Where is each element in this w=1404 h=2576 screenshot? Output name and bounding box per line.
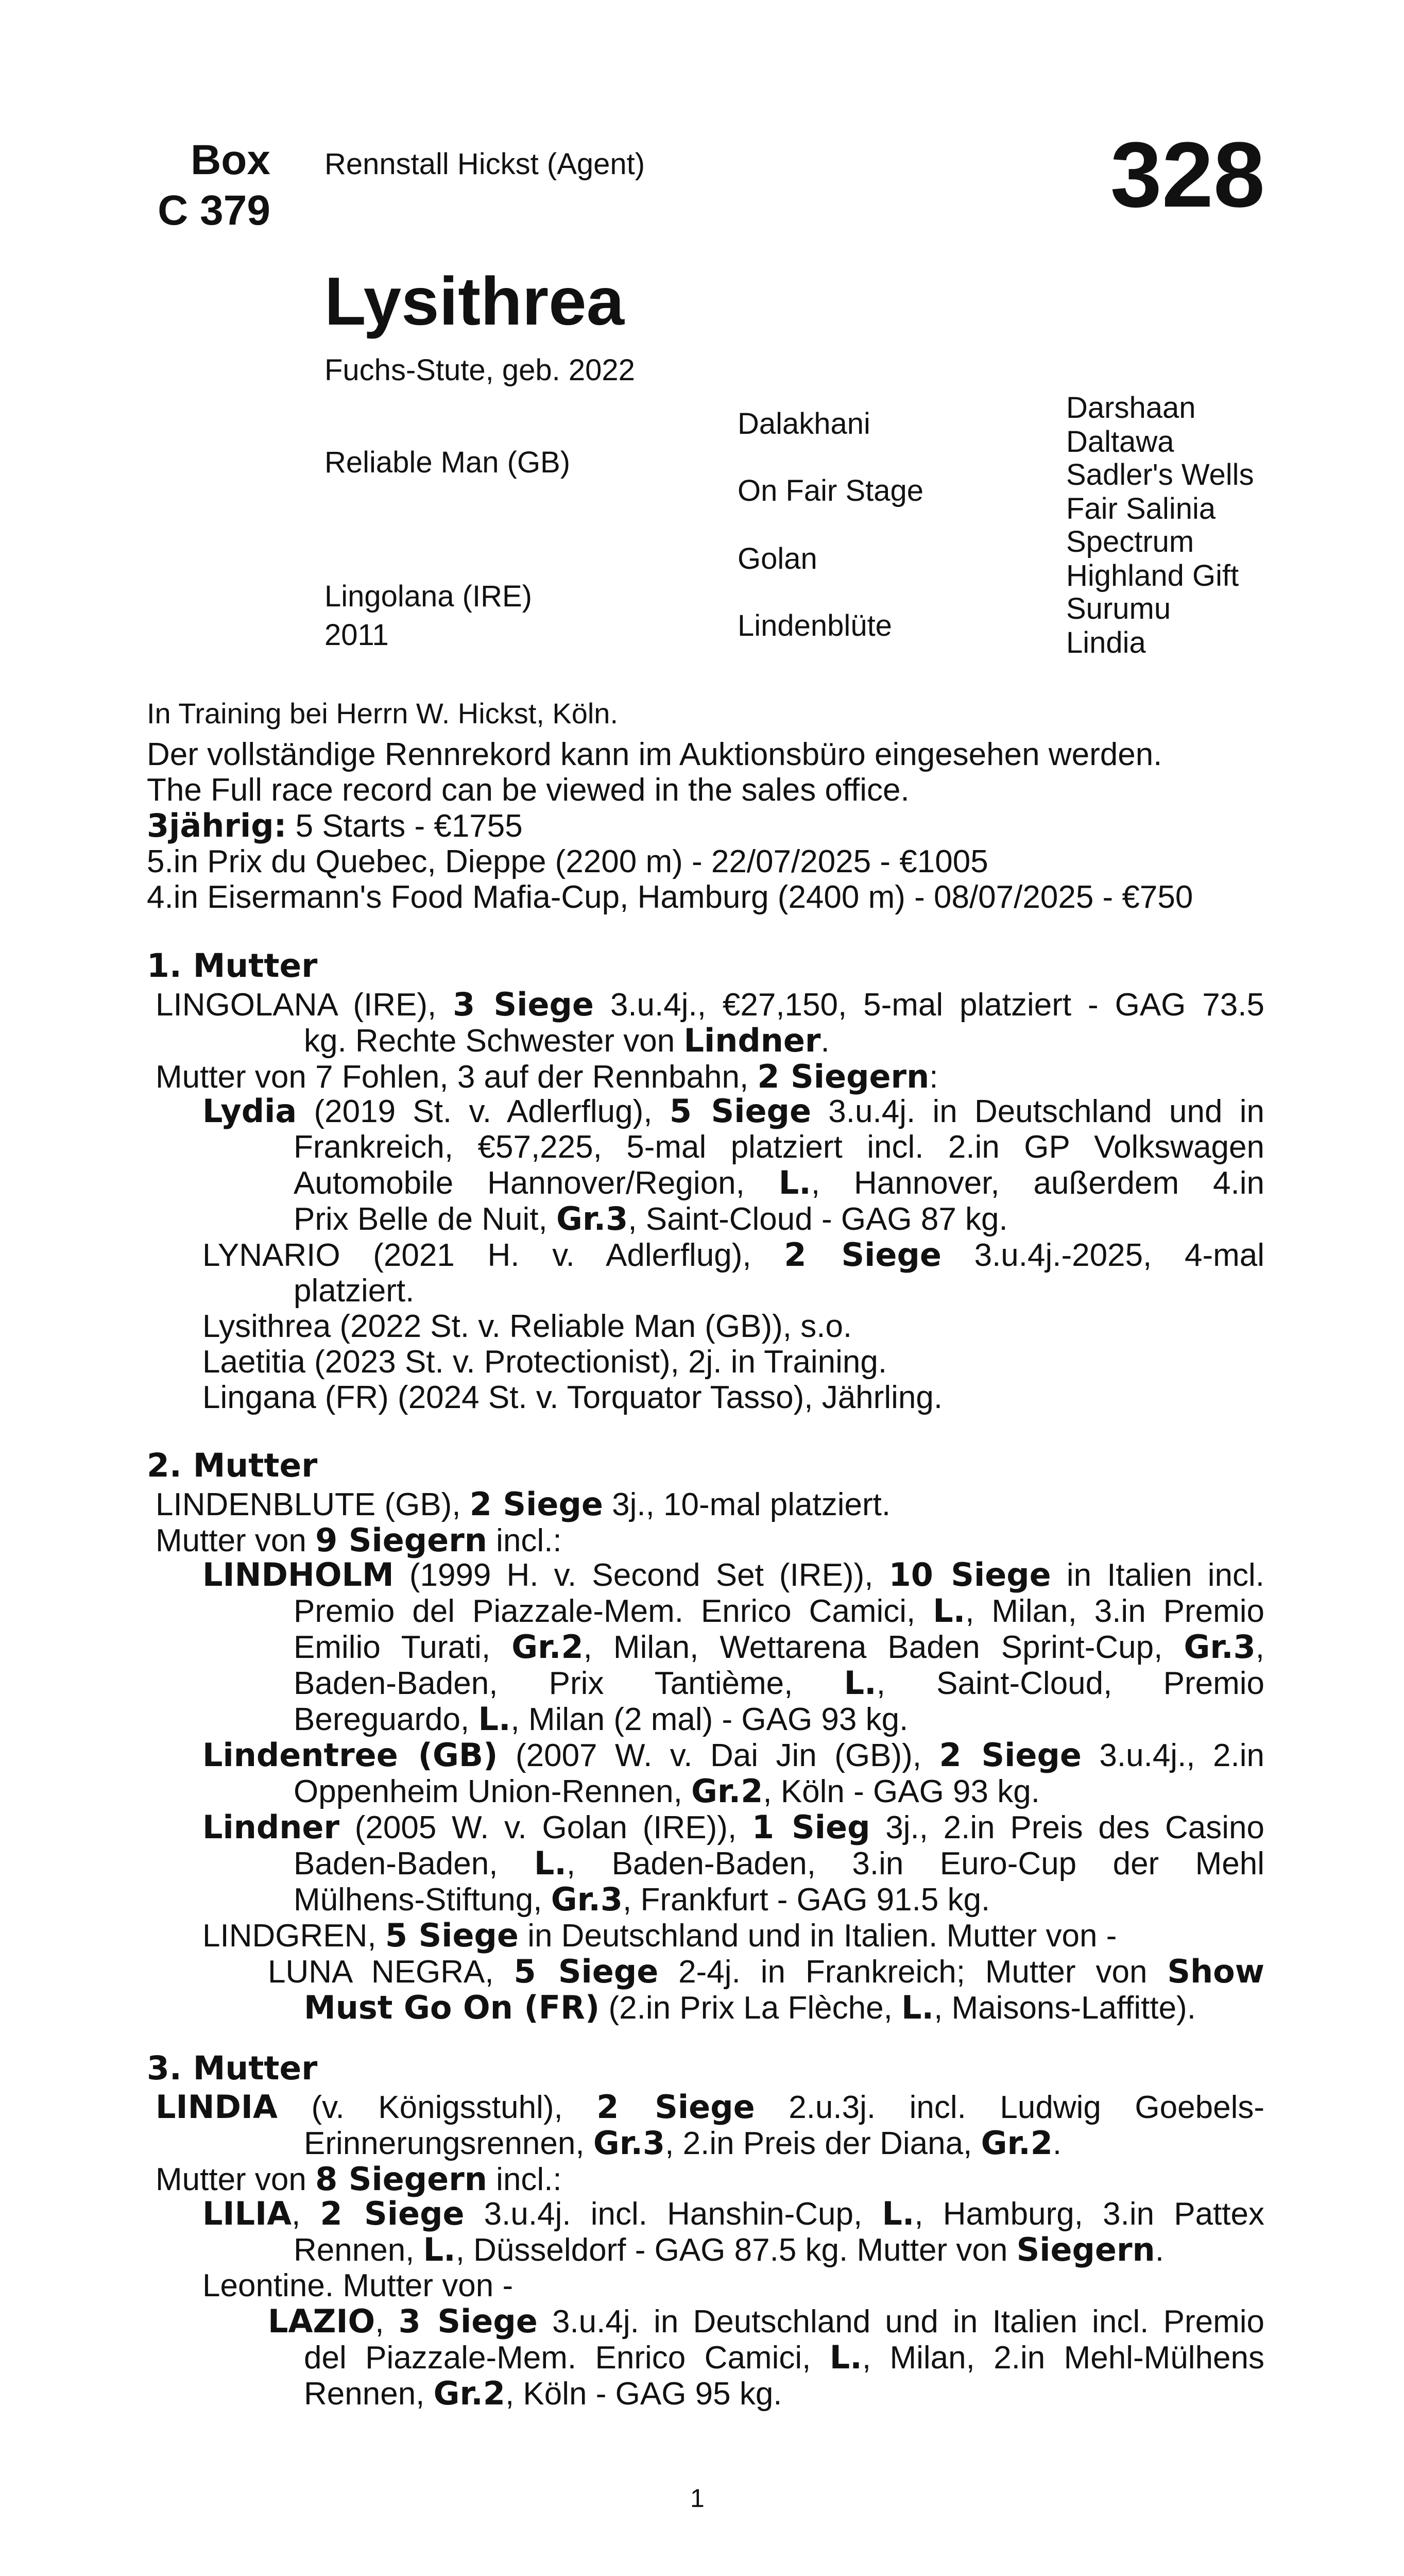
record-note-en: The Full race record can be viewed in the sales office. — [147, 772, 910, 808]
pedigree-gen2-3: Golan — [738, 542, 817, 575]
produce-item: Lingana (FR) (2024 St. v. Torquator Tasso), Jährling. — [202, 1380, 943, 1415]
produce-leontine: Leontine. Mutter von - — [202, 2268, 513, 2303]
pedigree-gen2-2: On Fair Stage — [738, 474, 924, 507]
consignor: Rennstall Hickst (Agent) — [324, 147, 645, 181]
produce-lilia: LILIA, 2 Siege 3.u.4j. incl. Hanshin-Cup, L., Hamburg, 3.in Pattex — [202, 2195, 1264, 2232]
trainer-note: In Training bei Herrn W. Hickst, Köln. — [147, 697, 619, 730]
pedigree-gen3-6: Highland Gift — [1066, 559, 1239, 592]
page-number: 1 — [690, 2484, 705, 2513]
produce-lazio: LAZIO, 3 Siege 3.u.4j. in Deutschland und in Italien incl. Premio — [268, 2302, 1264, 2340]
box-number — [147, 135, 270, 236]
produce-item: Laetitia (2023 St. v. Protectionist), 2j. in Training. — [202, 1344, 887, 1380]
produce-lindentree: Lindentree (GB) (2007 W. v. Dai Jin (GB)), 2 Siege 3.u.4j., 2.in — [202, 1736, 1264, 1774]
record-note-de: Der vollständige Rennrekord kann im Auktionsbüro eingesehen werden. — [147, 737, 1162, 772]
starts: 5 Starts - €1755 — [295, 808, 523, 844]
dam3-heading: 3. Mutter — [147, 2049, 318, 2087]
pedigree-gen3-4: Fair Salinia — [1066, 492, 1216, 526]
pedigree-gen3-8: Lindia — [1066, 626, 1146, 659]
lot-number: 328 — [1110, 123, 1265, 227]
pedigree-gen3-2: Daltawa — [1066, 425, 1174, 459]
race-record — [147, 737, 1264, 915]
produce-lindholm: LINDHOLM (1999 H. v. Second Set (IRE)), 10 Siege in Italien incl. — [202, 1556, 1265, 1594]
produce-item: Lysithrea (2022 St. v. Reliable Man (GB)), s.o. — [202, 1309, 852, 1344]
horse-name: Lysithrea — [324, 263, 625, 339]
pedigree-gen3-7: Surumu — [1066, 592, 1171, 625]
pedigree-dam: Lingolana (IRE) — [324, 580, 532, 613]
dam1-entry: LINGOLANA (IRE), 3 Siege 3.u.4j., €27,150, 5-mal platziert - GAG 73.5 kg. Rechte Schwester von Lindner. Mutter von 7 Fohlen, 3 auf der Rennbahn, 2 Siegern: — [156, 986, 1264, 1095]
pedigree-gen3-3: Sadler's Wells — [1066, 458, 1254, 492]
produce-lindner: Lindner (2005 W. v. Golan (IRE)), 1 Sieg 3j., 2.in Preis des Casino — [202, 1808, 1265, 1846]
produce-lydia: Lydia (2019 St. v. Adlerflug), 5 Siege 3.u.4j. in Deutschland und in — [202, 1092, 1264, 1130]
produce-lindgren: LINDGREN, 5 Siege in Deutschland und in Italien. Mutter von - — [202, 1917, 1117, 1954]
pedigree-gen2-1: Dalakhani — [738, 407, 870, 440]
dam2-heading: 2. Mutter — [147, 1447, 318, 1484]
dam1-produce: Lydia (2019 St. v. Adlerflug), 5 Siege 3.u.4j. in Deutschland und in Frankreich, €57,225, 5-mal platziert incl. 2.in GP Volkswagen Automobile Hannover/Region, L., Hannover, außerdem 4.in Prix Belle de Nuit, Gr.3, Saint-Cloud - GAG 87 kg. LYNARIO (2021 H. v. Adlerflug), 2 Siege 3.u.4j.-2025, 4-mal platziert. Lysithrea (2022 St. v. Reliable Man (GB)), s.o. Laetitia (2023 St. v. Protectionist), 2j. in Training. Lingana (FR) (2024 St. v. Torquator Tasso), Jährling. — [202, 1092, 1264, 1415]
pedigree-gen3-5: Spectrum — [1066, 525, 1194, 558]
pedigree-dam-year: 2011 — [324, 618, 389, 652]
produce-lynario: LYNARIO (2021 H. v. Adlerflug), 2 Siege 3.u.4j.-2025, 4-mal — [202, 1236, 1264, 1274]
dam3-entry: LINDIA (v. Königsstuhl), 2 Siege 2.u.3j. incl. Ludwig Goebels- Erinnerungsrennen, Gr.3, 2.in Preis der Diana, Gr.2. Mutter von 8 Siegern incl.: — [156, 2088, 1264, 2198]
dam2-entry: LINDENBLUTE (GB), 2 Siege 3j., 10-mal platziert. Mutter von 9 Siegern incl.: — [156, 1485, 891, 1559]
box-value: C 379 — [158, 187, 270, 234]
starts-line — [147, 808, 1264, 844]
dam1-heading: 1. Mutter — [147, 947, 318, 985]
race-result: 5.in Prix du Quebec, Dieppe (2200 m) - 22/07/2025 - €1005 — [147, 844, 988, 879]
horse-description: Fuchs-Stute, geb. 2022 — [324, 353, 635, 387]
dam3-produce: LILIA, 2 Siege 3.u.4j. incl. Hanshin-Cup, L., Hamburg, 3.in Pattex Rennen, L., Düsseldorf - GAG 87.5 kg. Mutter von Siegern. Leontine. Mutter von - LAZIO, 3 Siege 3.u.4j. in Deutschland und in Italien incl. Premio del Piazzale-Mem. Enrico Camici, L., Milan, 2.in Mehl-Mülhens Rennen, Gr.2, Köln - GAG 95 kg. — [202, 2195, 1264, 2412]
race-result: 4.in Eisermann's Food Mafia-Cup, Hamburg (2400 m) - 08/07/2025 - €750 — [147, 879, 1193, 915]
dam2-produce: LINDHOLM (1999 H. v. Second Set (IRE)), 10 Siege in Italien incl. Premio del Piazzale-Mem. Enrico Camici, L., Milan, 3.in Premio Emilio Turati, Gr.2, Milan, Wettarena Baden Sprint-Cup, Gr.3, Baden-Baden, Prix Tantième, L., Saint-Cloud, Premio Bereguardo, L., Milan (2 mal) - GAG 93 kg. Lindentree (GB) (2007 W. v. Dai Jin (GB)), 2 Siege 3.u.4j., 2.in Oppenheim Union-Rennen, Gr.2, Köln - GAG 93 kg. Lindner (2005 W. v. Golan (IRE)), 1 Sieg 3j., 2.in Preis des Casino Baden-Baden, L., Baden-Baden, 3.in Euro-Cup der Mehl Mülhens-Stiftung, Gr.3, Frankfurt - GAG 91.5 kg. LINDGREN, 5 Siege in Deutschland und in Italien. Mutter von - LUNA NEGRA, 5 Siege 2-4j. in Frankreich; Mutter von Show Must Go On (FR) (2.in Prix La Flèche, L., Maisons-Laffitte). — [202, 1556, 1265, 2026]
pedigree-gen3-1: Darshaan — [1066, 391, 1196, 425]
age-label: 3jährig: — [147, 807, 287, 844]
box-label: Box — [191, 137, 270, 183]
pedigree-sire: Reliable Man (GB) — [324, 446, 571, 479]
pedigree-gen2-4: Lindenblüte — [738, 609, 892, 642]
